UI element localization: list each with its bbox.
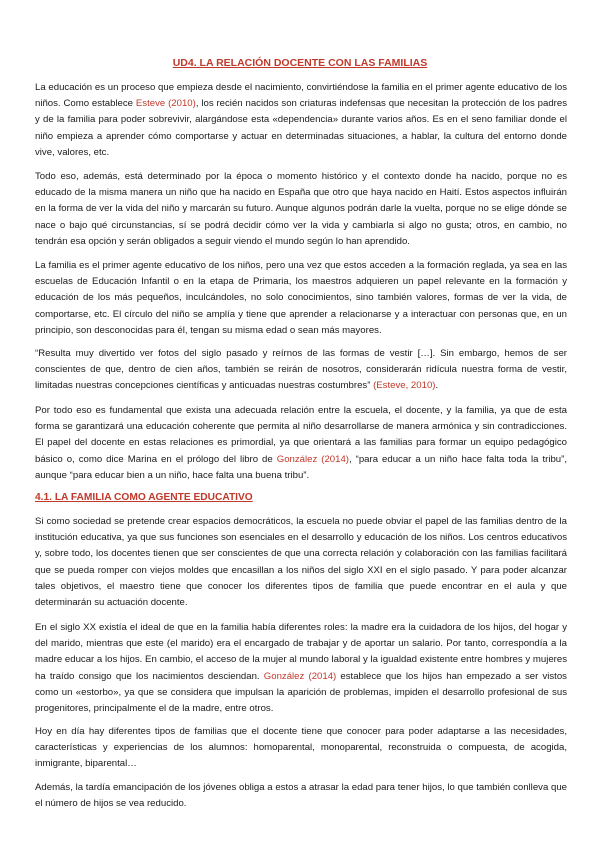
page-title: UD4. LA RELACIÓN DOCENTE CON LAS FAMILIAS bbox=[172, 57, 428, 69]
paragraph-quote bbox=[35, 346, 567, 395]
paragraph-relation bbox=[35, 403, 567, 484]
paragraph-emancipation: Además, la tardía emancipación de los jóvenes obliga a estos a atrasar la edad para tener hijos, lo que también conlleva que el número de hijos se vea reducido. bbox=[35, 782, 567, 810]
text-run: La educación es un proceso que empieza desde el nacimiento, convirtiéndose la familia en el primer agente educativo de los niños. Como establece bbox=[35, 82, 567, 110]
citation-esteve: Esteve (2010) bbox=[135, 98, 196, 110]
paragraph-roles bbox=[35, 620, 567, 717]
text-run: , “para educar a un niño hace falta toda la tribu”, aunque “para educar bien a un niño, hace falta una buena tribu”. bbox=[35, 453, 567, 481]
text-run: establece que los hijos han empezado a ser vistos como un «estorbo», ya que se considera que impulsan la aparición de problemas, impiden el desarrollo profesional de sus progenitores, principalmente el de la madre, entre otros. bbox=[35, 670, 567, 715]
quote-text: “Resulta muy divertido ver fotos del siglo pasado y reírnos de las formas de vestir […]. Sin embargo, hemos de ser conscientes de que, dentro de cien años, también se reirán de nosotros, considerarán ridícula nuestra forma de vestir, limitadas nuestras concepciones científicas y anticuadas nuestras costumbres” bbox=[35, 348, 567, 392]
citation-gonzalez: González (2014) bbox=[263, 670, 337, 682]
text-run: . bbox=[435, 380, 439, 392]
citation-esteve: (Esteve, 2010) bbox=[373, 380, 436, 392]
paragraph-context: Todo eso, además, está determinado por la época o momento histórico y el contexto donde ha nacido, porque no es educado de la misma manera un niño que ha nacido en España que otro que haya nacido en Haití. Estos aspectos influirán en la forma de ver la vida del niño y marcarán su futuro. Aunque algunos podrán darle la vuelta, porque no se elige dónde se nace o bajo qué circunstancias, sí se podrá decidir cómo ver la vida y cambiarla si algo no gusta; otros, en cambio, no tendrán esa opción y serán obligados a seguir viendo el mundo según lo han aprendido. bbox=[35, 171, 567, 247]
paragraph-intro bbox=[35, 80, 567, 161]
text-run: En el siglo XX existía el ideal de que en la familia había diferentes roles: la madre era la cuidadora de los hijos, del hogar y del marido, mientras que este (el marido) era el encargado de trabajar y de aportar un salario. Por tanto, correspondía a la madre educar a los hijos. En cambio, el acceso de la mujer al mundo laboral y la igualdad existente entre hombres y mujeres ha traído consigo que los nacimientos desciendan. bbox=[35, 622, 567, 682]
citation-gonzalez: González (2014) bbox=[276, 453, 349, 465]
paragraph-family-types: Hoy en día hay diferentes tipos de familias que el docente tiene que conocer para poder adaptarse a las necesidades, características y experiencias de los alumnos: homoparental, monoparental, reconstruida o compuesta, de acogida, inmigrante, biparental… bbox=[35, 726, 567, 770]
section-heading: 4.1. LA FAMILIA COMO AGENTE EDUCATIVO bbox=[35, 492, 253, 503]
text-run: Por todo eso es fundamental que exista una adecuada relación entre la escuela, el docente, y la familia, ya que de esta forma se garantizará una educación coherente que permita al niño desarrollarse de manera armónica y sin contradicciones. El papel del docente en estas relaciones es primordial, ya que orientará a las familias para formar un equipo pedagógico básico o, como dice Marina en el prólogo del libro de bbox=[35, 405, 567, 465]
paragraph-democratic-spaces: Si como sociedad se pretende crear espacios democráticos, la escuela no puede obviar el papel de las familias dentro de la institución educativa, ya que sus funciones son esenciales en el desarrollo y educación de los niños. Los centros educativos y, sobre todo, los docentes tienen que ser conscientes de que una correcta relación y colaboración con las familias facilitará que se pueda romper con viejos moldes que encasillan a los niños del siglo XXI en el siglo pasado. Y para poder alcanzar tales objetivos, el maestro tiene que conocer los diferentes tipos de familia que puede encontrar en el aula y que determinarán su actuación docente. bbox=[35, 516, 567, 609]
paragraph-family-agent: La familia es el primer agente educativo de los niños, pero una vez que estos acceden a la formación reglada, ya sea en las escuelas de Educación Infantil o en la etapa de Primaria, los maestros adquieren un papel relevante en la formación y educación de los más pequeños, inculcándoles, no solo conocimientos, sino también valores, formas de ver la vida, de comportarse, etc. El círculo del niño se amplía y tiene que aprender a relacionarse y a interactuar con personas que, en un principio, son desconocidas para él, tengan su misma edad o sean más mayores. bbox=[35, 260, 567, 336]
text-run: , los recién nacidos son criaturas indefensas que necesitan la protección de los padres y de la familia para poder sobrevivir, alargándose esta «dependencia» durante varios años. Es en el seno familiar donde el niño empieza a aprender cómo comportarse y actuar en determinadas situaciones, a hablar, la cultura del entorno donde vive, valores, etc. bbox=[35, 98, 567, 158]
